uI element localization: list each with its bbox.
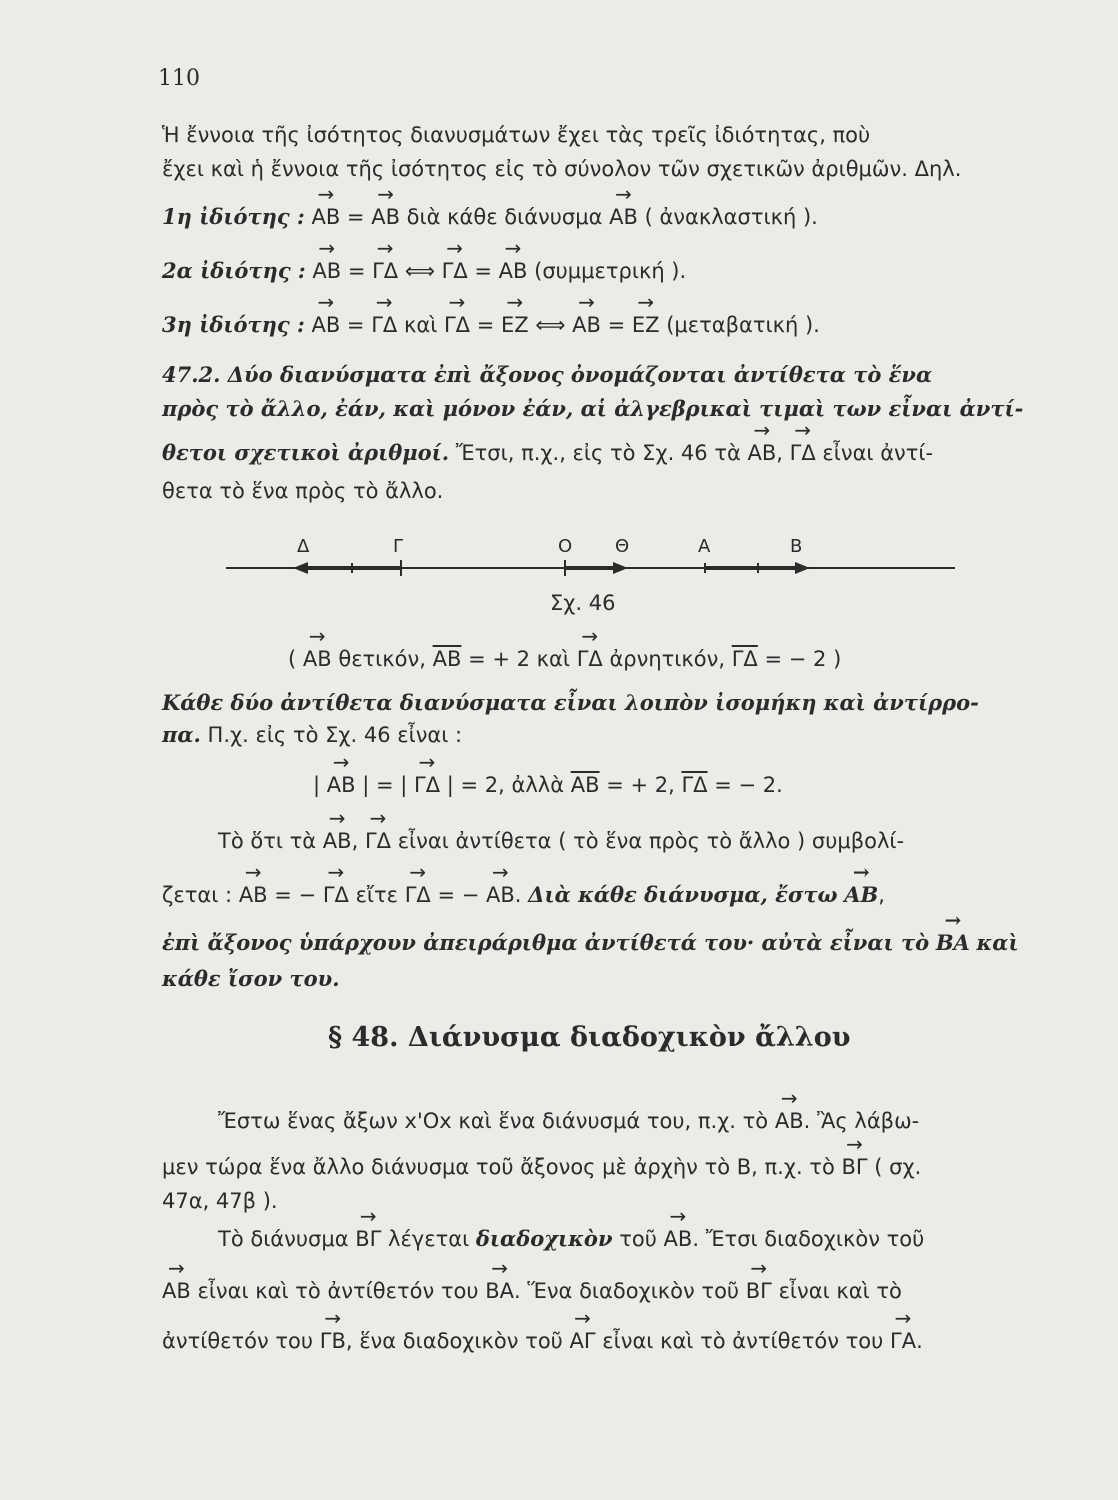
symbol-line-2: ζεται : → AB = − → ΓΔ εἴτε → ΓΔ = − → AB. Διὰ κάθε διάνυσμα, ἔστω → AB, xyxy=(162,882,885,908)
page-number: 110 xyxy=(158,66,200,91)
point-label: Δ xyxy=(297,536,310,557)
section48-line-4: Τὸ διάνυσμα → BΓ λέγεται διαδοχικὸν τοῦ → AB. Ἔτσι διαδοχικὸν τοῦ xyxy=(218,1226,924,1252)
section48-line-2: μεν τώρα ἕνα ἄλλο διάνυσμα τοῦ ἄξονος μὲ ἀρχὴν τὸ Β, π.χ. τὸ → BΓ ( σχ. xyxy=(162,1154,921,1180)
property-1: 1η ἰδιότης : → AB = → AB διὰ κάθε διάνυσμα → AB ( ἀνακλαστική ). xyxy=(162,204,818,230)
section48-line-6: ἀντίθετόν του → ΓB, ἕνα διαδοχικὸν τοῦ → AΓ εἶναι καὶ τὸ ἀντίθετόν του → ΓA. xyxy=(162,1328,923,1354)
bold-statement-1: Κάθε δύο ἀντίθετα διανύσματα εἶναι λοιπὸν ἰσομήκη καὶ ἀντίρρο- xyxy=(162,690,979,715)
section48-line-3: 47α, 47β ). xyxy=(162,1189,278,1213)
section48-line-5: → AB εἶναι καὶ τὸ ἀντίθετόν του → BA. Ἕνα διαδοχικὸν τοῦ → BΓ εἶναι καὶ τὸ xyxy=(162,1278,902,1304)
point-label: Γ xyxy=(393,536,404,557)
section48-line-1: Ἔστω ἕνας ἄξων x'Ox καὶ ἕνα διάνυσμά του, π.χ. τὸ → AB. Ἂς λάβω- xyxy=(218,1108,919,1134)
section-heading: § 48. Διάνυσμα διαδοχικὸν ἄλλου xyxy=(328,1022,851,1053)
symbol-line-4: κάθε ἴσον του. xyxy=(162,966,340,991)
arrow-head xyxy=(293,562,308,574)
point-label: Θ xyxy=(615,536,630,557)
property-2: 2α ἰδιότης : → AB = → ΓΔ ⟺ → ΓΔ = → AB (συμμετρική ). xyxy=(162,258,686,284)
definition-line-1: 47.2. Δύο διανύσματα ἐπὶ ἄξονος ὀνομάζονται ἀντίθετα τὸ ἕνα xyxy=(162,362,933,387)
text-line-2: ἔχει καὶ ἡ ἔννοια τῆς ἰσότητος εἰς τὸ σύνολον τῶν σχετικῶν ἀριθμῶν. Δηλ. xyxy=(162,157,962,181)
property-3: 3η ἰδιότης : → AB = → ΓΔ καὶ → ΓΔ = → EZ ⟺ → AB = → EZ (μεταβατική ). xyxy=(162,312,820,338)
figure-caption: Σχ. 46 xyxy=(550,591,616,615)
point-label: Β xyxy=(790,536,803,557)
point-label: Α xyxy=(698,536,711,557)
point-label: Ο xyxy=(558,536,573,557)
arrow-head xyxy=(795,562,810,574)
definition-line-2: πρὸς τὸ ἄλλο, ἐάν, καὶ μόνον ἐάν, αἱ ἀλγεβρικαὶ τιμαὶ των εἶναι ἀντί- xyxy=(162,396,1024,421)
symbol-line-3: ἐπὶ ἄξονος ὑπάρχουν ἀπειράριθμα ἀντίθετά του· αὐτὰ εἶναι τὸ → BA καὶ xyxy=(162,930,1019,956)
symbol-line-1: Τὸ ὅτι τὰ → AB, → ΓΔ εἶναι ἀντίθετα ( τὸ ἕνα πρὸς τὸ ἄλλο ) συμβολί- xyxy=(218,828,904,854)
arrow-head xyxy=(613,562,628,574)
text-line-1: Ἡ ἔννοια τῆς ἰσότητος διανυσμάτων ἔχει τὰς τρεῖς ἰδιότητας, ποὺ xyxy=(162,123,871,147)
bold-statement-2: πα. Π.χ. εἰς τὸ Σχ. 46 εἶναι : xyxy=(162,722,463,747)
absolute-values: | → AB | = | → ΓΔ | = 2, ἀλλὰ $\overline{AB}$ = + 2, $\overline{\Gamma\Delta}$ = − 2. xyxy=(313,772,783,798)
algebraic-values: ( → AB θετικόν, $\overline{AB}$ = + 2 καὶ → ΓΔ ἀρνητικόν, $\overline{\Gamma\Delta}$ = − 2 ) xyxy=(288,646,841,672)
definition-line-4: θετα τὸ ἕνα πρὸς τὸ ἄλλο. xyxy=(162,479,444,503)
definition-line-3: θετοι σχετικοὶ ἀριθμοί. Ἔτσι, π.χ., εἰς τὸ Σχ. 46 τὰ → AB, → ΓΔ εἶναι ἀντί- xyxy=(162,440,933,466)
